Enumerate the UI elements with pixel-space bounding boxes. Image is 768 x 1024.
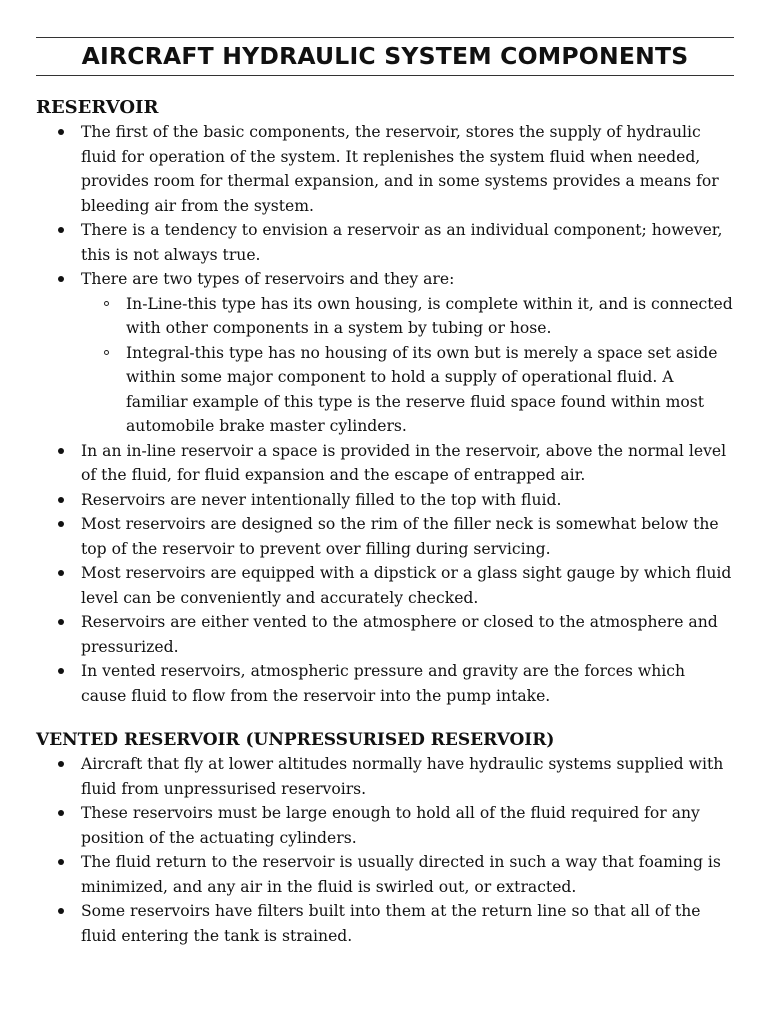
bullet-text: The fluid return to the reservoir is usually directed in such a way that foaming is minimized, and any air in the fluid is swirled out, or extracted.: [81, 853, 721, 896]
sub-bullet-list: [81, 292, 734, 439]
bullet-dot-icon: [58, 521, 64, 527]
bullet-text: Aircraft that fly at lower altitudes normally have hydraulic systems supplied with fluid from unpressurised reservoirs.: [81, 755, 724, 798]
bullet-dot-icon: [58, 448, 64, 454]
sub-bullet-text: Integral-this type has no housing of its own but is merely a space set aside within some major component to hold a supply of operational fluid. A familiar example of this type is the reserve fluid space found within most automobile brake master cylinders.: [126, 343, 718, 435]
bullet-item: [36, 488, 734, 513]
title-bottom-rule: [36, 75, 734, 76]
bullet-item: [36, 120, 734, 218]
bullet-text: Reservoirs are either vented to the atmosphere or closed to the atmosphere and pressurized.: [81, 613, 718, 656]
bullet-text: Some reservoirs have filters built into them at the return line so that all of the fluid entering the tank is strained.: [81, 902, 701, 945]
hollow-circle-bullet-icon: [104, 350, 109, 355]
bullet-dot-icon: [58, 227, 64, 233]
bullet-dot-icon: [58, 619, 64, 625]
bullet-item: [36, 801, 734, 850]
document-page: [36, 37, 734, 948]
bullet-text: Reservoirs are never intentionally filled to the top with fluid.: [81, 490, 562, 509]
bullet-text: Most reservoirs are designed so the rim of the filler neck is somewhat below the top of the reservoir to prevent over filling during servicing.: [81, 515, 719, 558]
hollow-circle-bullet-icon: [104, 301, 109, 306]
bullet-list: [36, 752, 734, 948]
bullet-text: In an in-line reservoir a space is provided in the reservoir, above the normal level of the fluid, for fluid expansion and the escape of entrapped air.: [81, 441, 727, 484]
sub-bullet-item: [81, 341, 734, 439]
bullet-dot-icon: [58, 761, 64, 767]
bullet-dot-icon: [58, 810, 64, 816]
bullet-dot-icon: [58, 497, 64, 503]
bullet-item: [36, 561, 734, 610]
bullet-item: [36, 752, 734, 801]
bullet-item: [36, 218, 734, 267]
sub-bullet-text: In-Line-this type has its own housing, is complete within it, and is connected with other components in a system by tubing or hose.: [126, 294, 733, 337]
bullet-dot-icon: [58, 570, 64, 576]
bullet-dot-icon: [58, 668, 64, 674]
section-reservoir: [36, 96, 734, 708]
bullet-item: [36, 267, 734, 439]
bullet-dot-icon: [58, 276, 64, 282]
bullet-text: There is a tendency to envision a reservoir as an individual component; however, this is not always true.: [81, 221, 723, 264]
bullet-item: [36, 850, 734, 899]
bullet-item: [36, 512, 734, 561]
bullet-text: The first of the basic components, the reservoir, stores the supply of hydraulic fluid for operation of the system. It replenishes the system fluid when needed, provides room for thermal expansion, and in some systems provides a means for bleeding air from the system.: [81, 123, 719, 215]
bullet-text: These reservoirs must be large enough to hold all of the fluid required for any position of the actuating cylinders.: [81, 804, 700, 847]
sub-bullet-item: [81, 292, 734, 341]
document-title: AIRCRAFT HYDRAULIC SYSTEM COMPONENTS: [81, 42, 689, 70]
section-heading: RESERVOIR: [36, 97, 159, 118]
bullet-list: [36, 120, 734, 708]
bullet-text: There are two types of reservoirs and they are:: [81, 270, 455, 288]
bullet-item: [36, 439, 734, 488]
bullet-item: [36, 659, 734, 708]
section-vented-reservoir: [36, 728, 734, 948]
bullet-dot-icon: [58, 859, 64, 865]
bullet-text: Most reservoirs are equipped with a dipstick or a glass sight gauge by which fluid level can be conveniently and accurately checked.: [81, 564, 732, 607]
document-body: [36, 96, 734, 948]
bullet-dot-icon: [58, 129, 64, 135]
bullet-text: In vented reservoirs, atmospheric pressure and gravity are the forces which cause fluid to flow from the reservoir into the pump intake.: [81, 662, 686, 705]
bullet-item: [36, 899, 734, 948]
bullet-item: [36, 610, 734, 659]
bullet-dot-icon: [58, 908, 64, 914]
section-heading: VENTED RESERVOIR (UNPRESSURISED RESERVOIR): [36, 730, 555, 750]
